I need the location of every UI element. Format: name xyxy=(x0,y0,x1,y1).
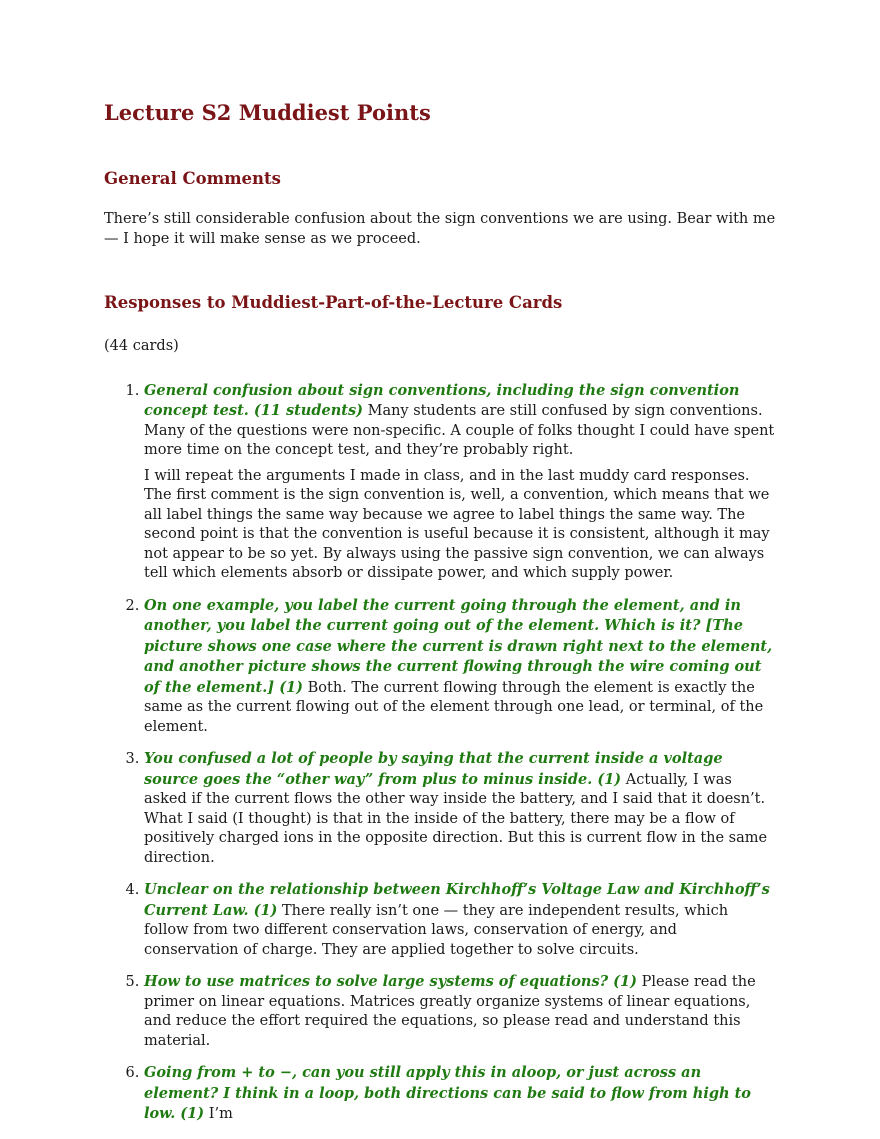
response-item-6 xyxy=(144,1063,776,1125)
question-text: Unclear on the relationship between Kirchhoff’s Voltage Law and Kirchhoff’s Current Law. (1) xyxy=(144,881,770,919)
answer-text: Many students are still confused by sign conventions. Many of the questions were non-specific. A couple of folks thought I could have spent more time on the concept test, and they’re probably right. xyxy=(144,403,775,458)
response-item-2 xyxy=(144,596,776,738)
general-comments-heading: General Comments xyxy=(104,169,281,188)
document-content xyxy=(104,100,776,1137)
answer-text: Actually, I was asked if the current flows the other way inside the battery, and I said that it doesn’t. What I said (I thought) is that in the inside of the battery, there may be a flow of positively charged ions in the opposite direction. But this is current flow in the same direction. xyxy=(144,771,768,866)
response-item-1 xyxy=(144,381,776,584)
response-item-4 xyxy=(144,880,776,960)
response-item-3 xyxy=(144,749,776,868)
question-text: On one example, you label the current going through the element, and in another, you label the current going out of the element. Which is it? [The picture shows one case where the current is drawn right next to the element, and another picture shows the current flowing through the wire coming out of the element.] (1) xyxy=(144,596,773,696)
card-count: (44 cards) xyxy=(104,338,179,354)
response-item-5 xyxy=(144,972,776,1051)
answer-text: Please read the primer on linear equations. Matrices greatly organize systems of linear equations, and reduce the effort required the equations, so please read and understand this material. xyxy=(144,974,756,1049)
answer-paragraph-2: I will repeat the arguments I made in class, and in the last muddy card responses. The first comment is the sign convention is, well, a convention, which means that we all label things the same way because we agree to label things the same way. The second point is that the convention is useful because it is consistent, although it may not appear to be so yet. By always using the passive sign convention, we can always tell which elements absorb or dissipate power, and which supply power. xyxy=(144,467,770,581)
question-text: How to use matrices to solve large systems of equations? (1) xyxy=(144,973,637,990)
answer-text: Both. The current flowing through the element is exactly the same as the current flowing out of the element through one lead, or terminal, of the element. xyxy=(144,679,764,735)
question-text: Going from + to −, can you still apply this in aloop, or just across an element? I think in a loop, both directions can be said to flow from high to low. (1) xyxy=(144,1064,751,1122)
page-title: Lecture S2 Muddiest Points xyxy=(104,100,431,125)
responses-list xyxy=(104,381,776,1125)
question-text: You confused a lot of people by saying that the current inside a voltage source goes the “other way” from plus to minus inside. (1) xyxy=(144,750,723,788)
responses-heading: Responses to Muddiest-Part-of-the-Lecture Cards xyxy=(104,293,563,312)
answer-text: I’m xyxy=(204,1106,233,1122)
answer-text: There really isn’t one — they are independent results, which follow from two different conservation laws, conservation of energy, and conservation of charge. They are applied together to solve circuits. xyxy=(144,902,729,958)
general-comments-text: There’s still considerable confusion about the sign conventions we are using. Bear with me — I hope it will make sense as we proceed. xyxy=(104,211,776,247)
question-text: General confusion about sign conventions, including the sign convention concept test. (11 students) xyxy=(144,381,740,419)
